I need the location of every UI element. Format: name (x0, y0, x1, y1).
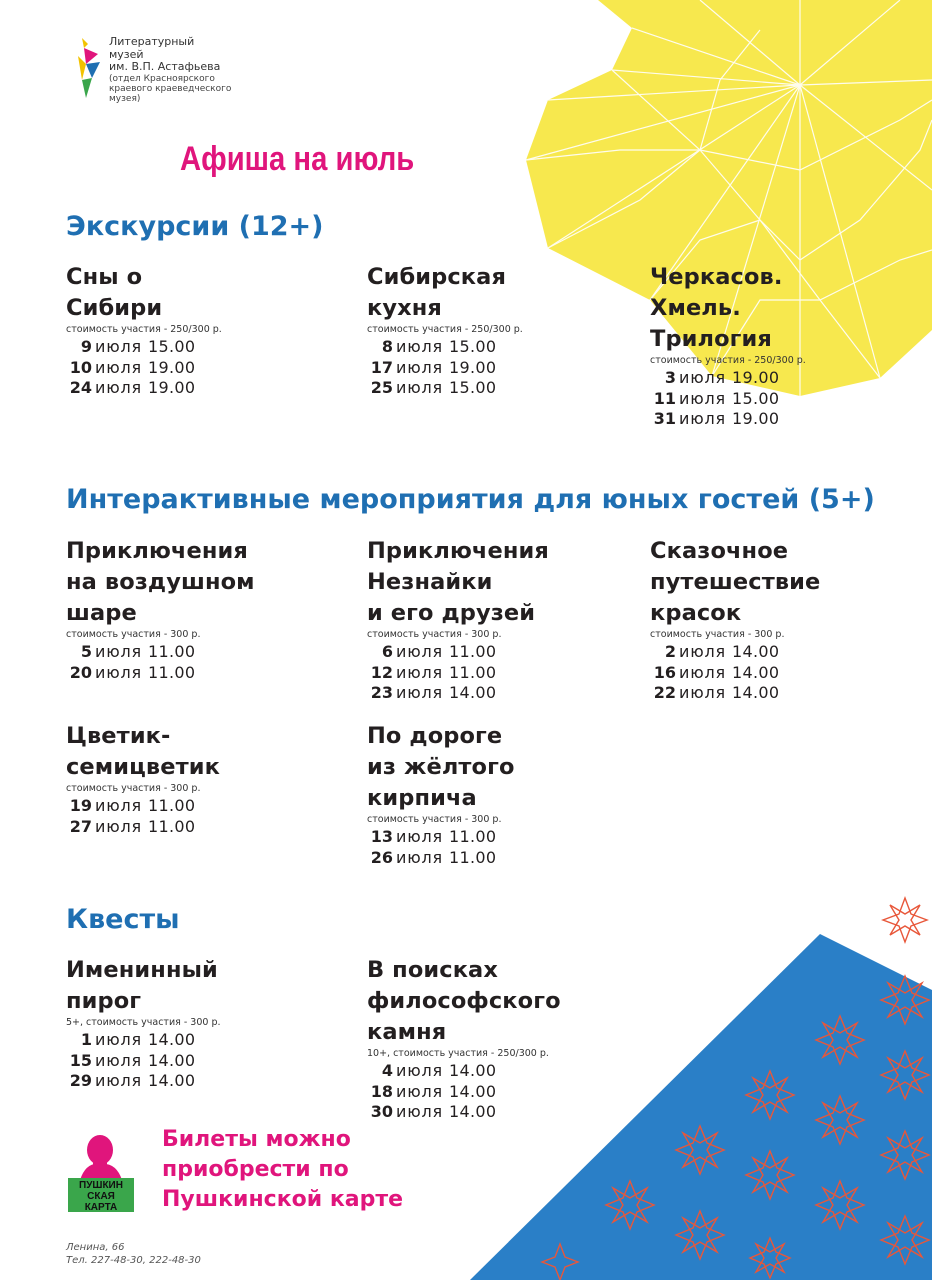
logo-line-5: краевого краеведческого (109, 83, 232, 94)
date-month: июля (95, 378, 142, 397)
date-month: июля (95, 816, 142, 836)
event-title: Приключения на воздушном шаре (66, 538, 255, 626)
date-month: июля (396, 357, 443, 377)
event-dates (66, 337, 326, 399)
date-month: июля (679, 368, 726, 387)
date-time: 19.00 (449, 357, 497, 377)
date-time: 11.00 (148, 642, 196, 661)
pushkin-card-logo (66, 1128, 136, 1214)
event-dates (650, 368, 910, 430)
date-month: июля (679, 662, 726, 682)
date-row (66, 796, 326, 817)
event-title: В поисках философского камня (367, 957, 561, 1045)
date-row (367, 827, 627, 848)
date-month: июля (396, 1061, 443, 1080)
event-price: стоимость участия - 250/300 р. (66, 324, 222, 335)
date-time: 14.00 (732, 662, 780, 682)
date-day: 1 (80, 1030, 92, 1049)
date-day: 29 (69, 1071, 92, 1090)
date-time: 14.00 (449, 683, 497, 702)
date-month: июля (396, 827, 443, 846)
logo-line-3: им. В.П. Астафьева (109, 60, 221, 73)
event-card (650, 536, 910, 704)
event-title: Сны о Сибири (66, 264, 163, 321)
event-dates (367, 827, 627, 868)
logo-line-4: (отдел Красноярского (109, 73, 215, 84)
date-row (650, 683, 910, 704)
date-month: июля (679, 642, 726, 661)
date-day: 23 (370, 683, 393, 702)
date-row (367, 1061, 627, 1082)
date-time: 15.00 (449, 378, 497, 397)
date-row (367, 1102, 627, 1123)
date-time: 15.00 (732, 388, 780, 408)
date-row (367, 337, 627, 358)
date-day: 12 (370, 662, 393, 682)
date-row (66, 1071, 326, 1092)
date-month: июля (396, 337, 443, 356)
date-time: 14.00 (148, 1050, 196, 1070)
date-row (66, 378, 326, 399)
date-day: 10 (69, 357, 92, 377)
event-price: стоимость участия - 300 р. (650, 629, 785, 640)
date-month: июля (396, 847, 443, 867)
date-month: июля (95, 1071, 142, 1090)
date-row (66, 663, 326, 684)
date-time: 11.00 (148, 662, 196, 682)
pushkin-logo-line-2: СКАЯ (87, 1191, 115, 1202)
event-dates (367, 1061, 627, 1123)
date-time: 19.00 (148, 378, 196, 397)
date-day: 16 (653, 662, 676, 682)
date-time: 14.00 (449, 1061, 497, 1080)
date-row (66, 1051, 326, 1072)
date-month: июля (679, 683, 726, 702)
date-day: 9 (80, 337, 92, 356)
date-row (367, 663, 627, 684)
logo-line-2: музей (109, 47, 144, 61)
date-row (66, 337, 326, 358)
event-title: Приключения Незнайки и его друзей (367, 538, 549, 626)
date-row (650, 642, 910, 663)
event-card (650, 262, 910, 430)
date-month: июля (396, 662, 443, 682)
museum-bird-logo-icon (72, 36, 104, 100)
date-row (367, 1082, 627, 1103)
date-time: 11.00 (449, 827, 497, 846)
event-price: стоимость участия - 300 р. (66, 629, 201, 640)
footer-phones: Тел. 227-48-30, 222-48-30 (66, 1255, 201, 1266)
date-day: 6 (381, 642, 393, 661)
event-card (367, 955, 627, 1123)
date-day: 11 (653, 388, 676, 408)
event-price: стоимость участия - 300 р. (66, 783, 201, 794)
date-row (367, 358, 627, 379)
date-day: 15 (69, 1050, 92, 1070)
date-row (66, 817, 326, 838)
date-row (66, 358, 326, 379)
page-title: Афиша на июль (180, 140, 415, 178)
date-row (66, 1030, 326, 1051)
date-row (650, 389, 910, 410)
date-time: 14.00 (148, 1030, 196, 1049)
date-day: 3 (664, 368, 676, 387)
date-time: 14.00 (732, 642, 780, 661)
event-price: стоимость участия - 300 р. (367, 814, 502, 825)
event-price: 5+, стоимость участия - 300 р. (66, 1017, 221, 1028)
date-month: июля (396, 642, 443, 661)
event-title: Сибирская кухня (367, 264, 506, 321)
date-month: июля (95, 1050, 142, 1070)
event-title: По дороге из жёлтого кирпича (367, 723, 515, 811)
date-day: 25 (370, 378, 393, 397)
event-price: стоимость участия - 250/300 р. (650, 355, 806, 366)
date-time: 14.00 (449, 1102, 497, 1121)
event-price: стоимость участия - 300 р. (367, 629, 502, 640)
event-dates (650, 642, 910, 704)
date-month: июля (95, 642, 142, 661)
date-day: 30 (370, 1102, 393, 1121)
pushkin-card-text: Билеты можно приобрести по Пушкинской карте (162, 1127, 404, 1212)
date-day: 22 (653, 683, 676, 702)
logo-line-6: музея) (109, 93, 141, 104)
footer-contacts (66, 1241, 201, 1267)
pushkin-logo-line-3: КАРТА (84, 1202, 118, 1213)
event-title: Сказочное путешествие красок (650, 538, 821, 626)
date-row (650, 409, 910, 430)
event-card (66, 955, 326, 1092)
date-month: июля (95, 796, 142, 815)
date-time: 14.00 (148, 1071, 196, 1090)
date-month: июля (396, 1102, 443, 1121)
logo-line-1: Литературный (109, 35, 195, 48)
pushkin-logo-line-1: ПУШКИН (79, 1180, 123, 1191)
date-time: 15.00 (449, 337, 497, 356)
date-row (367, 848, 627, 869)
date-time: 11.00 (449, 662, 497, 682)
date-month: июля (95, 337, 142, 356)
date-day: 4 (381, 1061, 393, 1080)
date-day: 26 (370, 847, 393, 867)
event-dates (367, 337, 627, 399)
date-day: 31 (653, 409, 676, 428)
event-card (66, 262, 326, 399)
date-row (66, 642, 326, 663)
date-time: 14.00 (732, 683, 780, 702)
date-day: 19 (69, 796, 92, 815)
date-day: 27 (69, 816, 92, 836)
event-dates (367, 642, 627, 704)
date-time: 15.00 (148, 337, 196, 356)
section-heading-excursions: Экскурсии (12+) (66, 211, 324, 242)
event-card (66, 536, 326, 683)
event-title: Черкасов. Хмель. Трилогия (650, 264, 783, 352)
event-card (367, 721, 627, 868)
date-day: 13 (370, 827, 393, 846)
date-month: июля (679, 409, 726, 428)
date-month: июля (396, 1081, 443, 1101)
event-title: Цветик- семицветик (66, 723, 221, 780)
date-row (367, 683, 627, 704)
date-time: 19.00 (732, 409, 780, 428)
section-heading-interactive: Интерактивные мероприятия для юных гостей (5+) (66, 484, 875, 515)
event-card (367, 536, 627, 704)
date-month: июля (396, 683, 443, 702)
date-day: 17 (370, 357, 393, 377)
date-row (367, 378, 627, 399)
date-month: июля (396, 378, 443, 397)
date-row (650, 663, 910, 684)
date-row (650, 368, 910, 389)
date-day: 24 (69, 378, 92, 397)
date-day: 8 (381, 337, 393, 356)
date-time: 19.00 (732, 368, 780, 387)
date-month: июля (95, 357, 142, 377)
event-price: стоимость участия - 250/300 р. (367, 324, 523, 335)
date-day: 2 (664, 642, 676, 661)
date-day: 18 (370, 1081, 393, 1101)
event-card (367, 262, 627, 399)
date-month: июля (95, 662, 142, 682)
event-dates (66, 1030, 326, 1092)
date-day: 5 (80, 642, 92, 661)
date-month: июля (679, 388, 726, 408)
date-month: июля (95, 1030, 142, 1049)
footer-address: Ленина, 66 (66, 1242, 125, 1253)
date-time: 11.00 (148, 796, 196, 815)
event-dates (66, 642, 326, 683)
event-dates (66, 796, 326, 837)
date-time: 19.00 (148, 357, 196, 377)
date-day: 20 (69, 662, 92, 682)
section-heading-quests: Квесты (66, 904, 180, 935)
date-time: 11.00 (148, 816, 196, 836)
date-time: 11.00 (449, 847, 497, 867)
date-row (367, 642, 627, 663)
event-card (66, 721, 326, 837)
date-time: 14.00 (449, 1081, 497, 1101)
event-price: 10+, стоимость участия - 250/300 р. (367, 1048, 549, 1059)
event-title: Именинный пирог (66, 957, 218, 1014)
date-time: 11.00 (449, 642, 497, 661)
